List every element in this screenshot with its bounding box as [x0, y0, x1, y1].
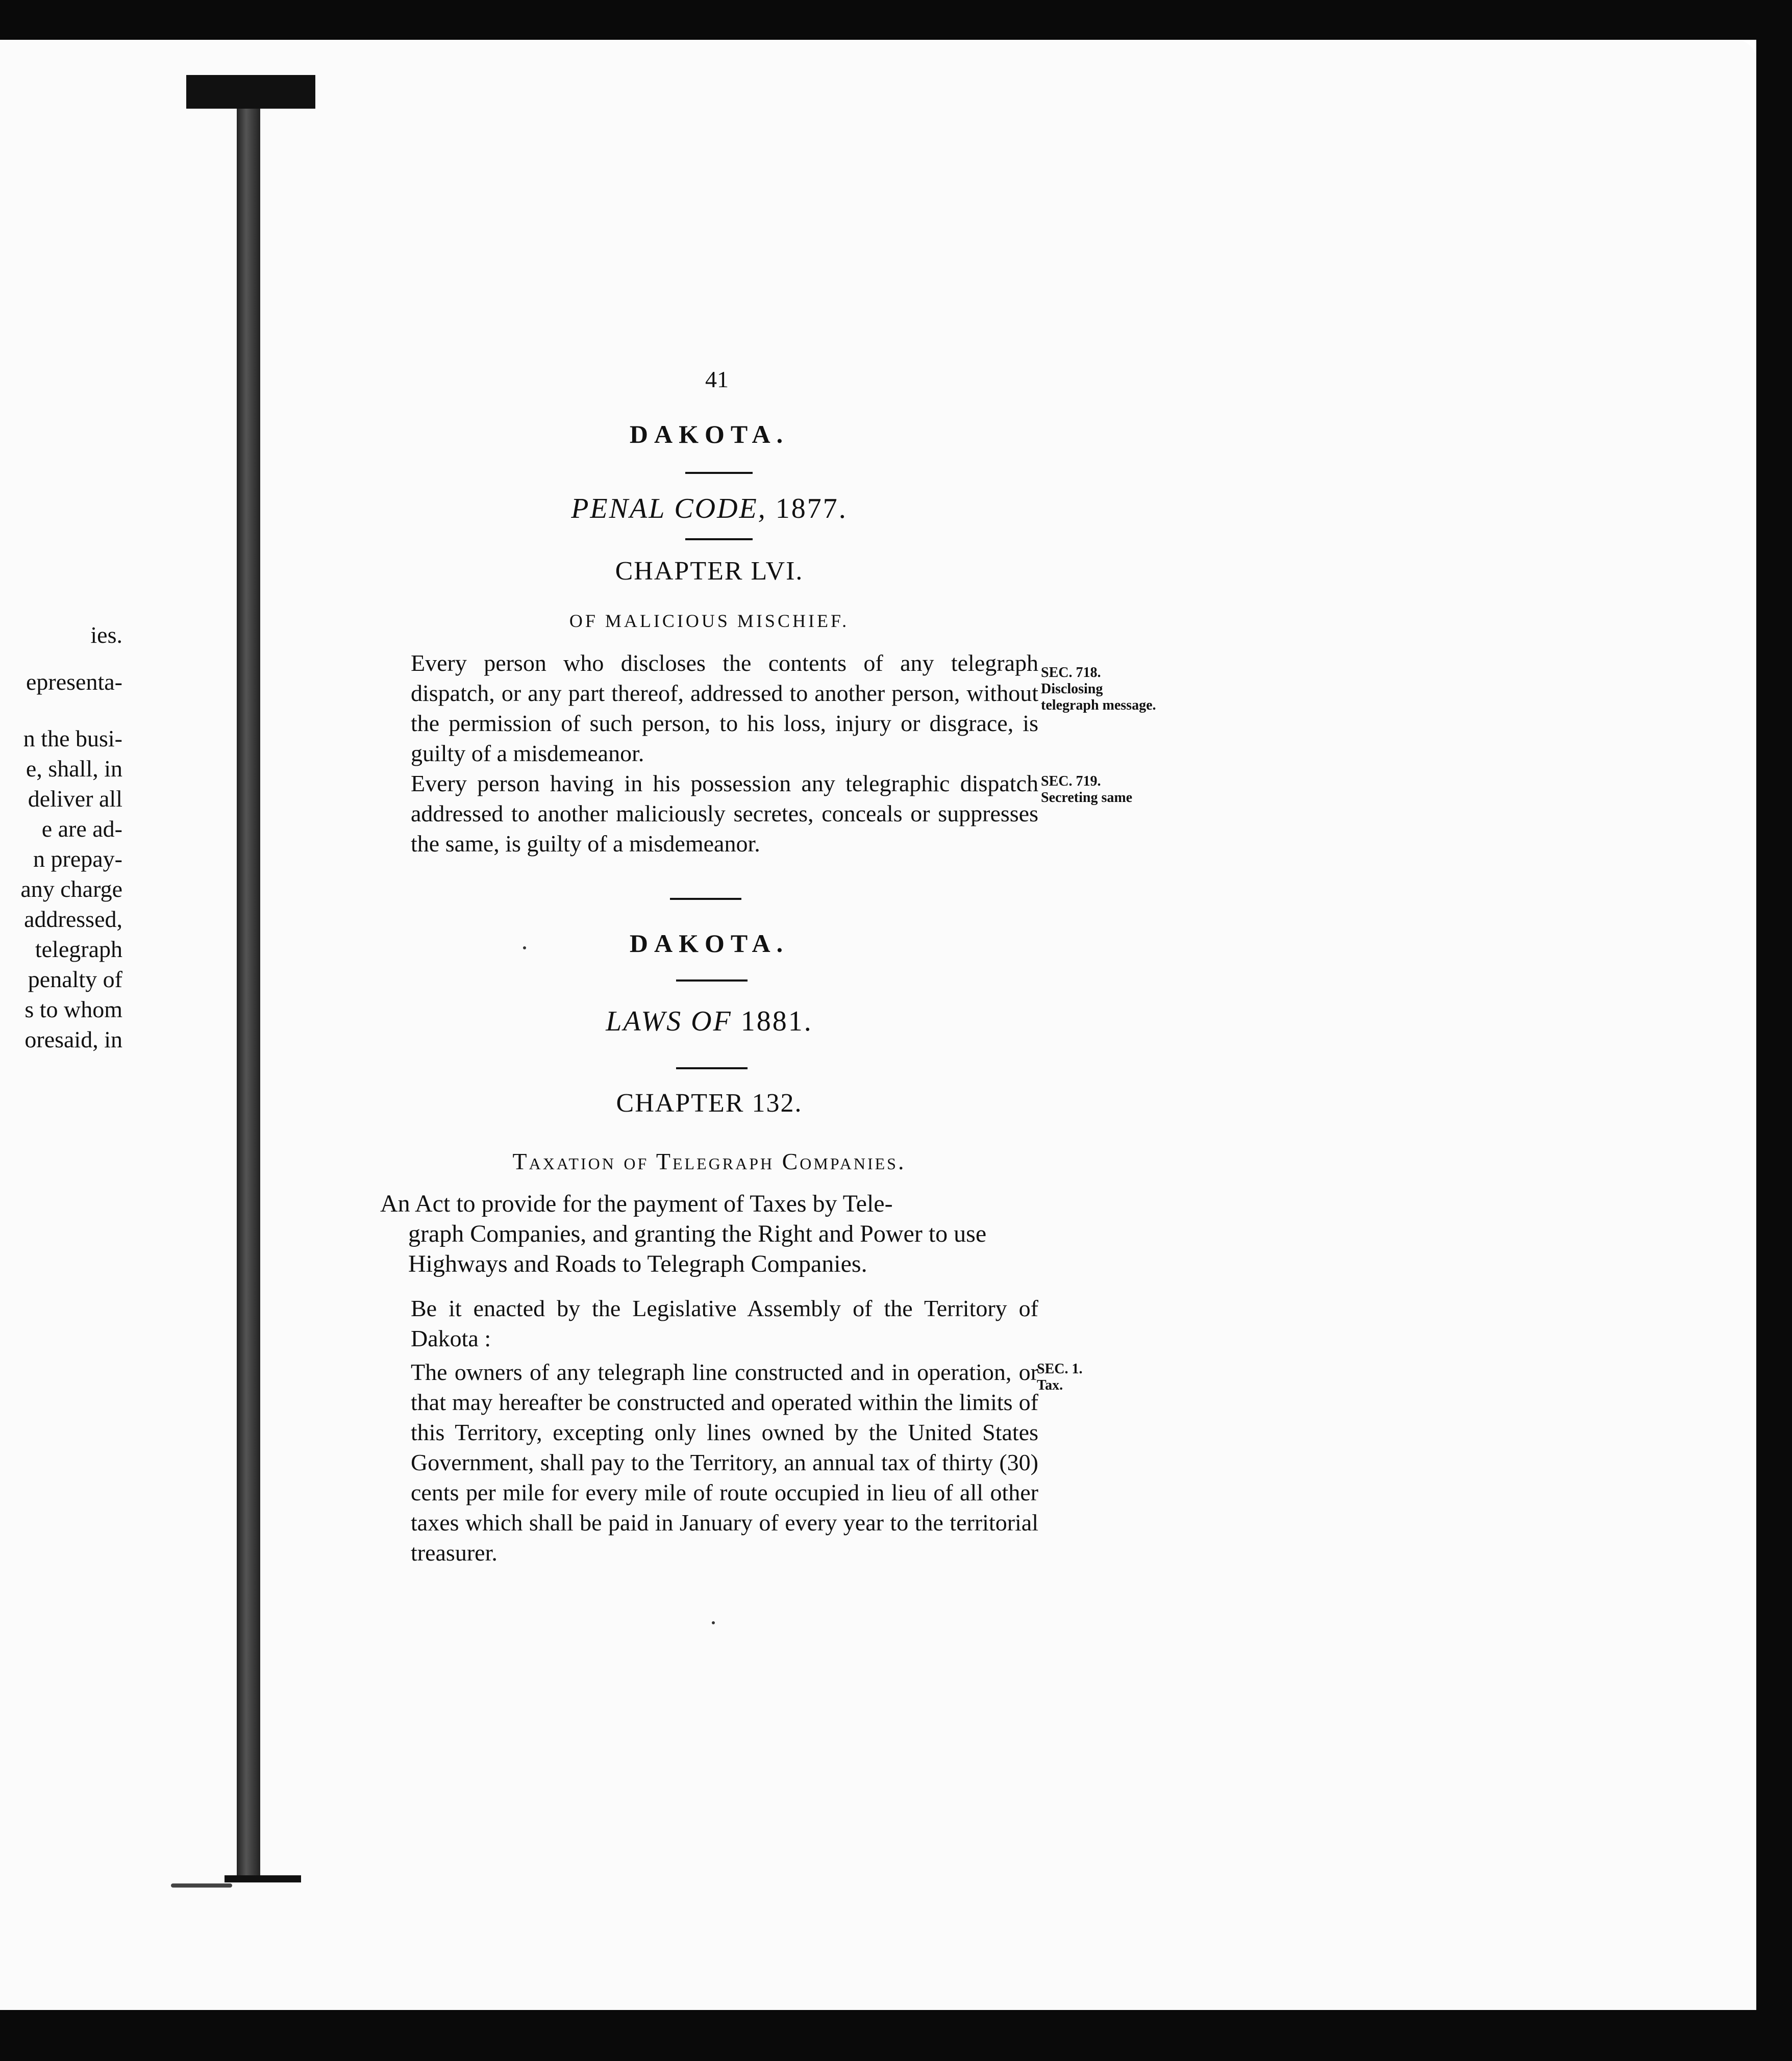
heading-rule	[676, 1067, 748, 1069]
scan-border-top	[0, 0, 1792, 40]
paragraph-sec-718	[380, 648, 1038, 768]
chapter-subheading: Taxation of Telegraph Companies.	[512, 1148, 906, 1174]
chapter-heading: CHAPTER 132.	[616, 1089, 803, 1118]
left-line: telegraph	[35, 936, 122, 962]
laws-title	[380, 1005, 1038, 1038]
binding-bar-cap	[186, 75, 315, 109]
margin-note-text: Tax.	[1037, 1377, 1063, 1393]
margin-note-sec-719	[1041, 773, 1168, 806]
left-line: e, shall, in	[26, 756, 122, 782]
margin-note-section: SEC. 719.	[1041, 773, 1101, 789]
left-line: n prepay-	[33, 846, 122, 872]
left-line: any charge	[20, 876, 122, 902]
left-line: e are ad-	[41, 816, 122, 842]
paragraph-sec-719	[380, 768, 1038, 859]
left-line: penalty of	[28, 966, 122, 992]
binding-bar	[237, 109, 260, 1879]
laws-year: 1881.	[740, 1006, 813, 1037]
code-title	[380, 492, 1038, 525]
left-page-fragment-mid	[0, 667, 128, 697]
speck	[712, 1621, 715, 1624]
left-line: epresenta-	[26, 669, 122, 695]
chapter-heading: CHAPTER LVI.	[615, 557, 804, 586]
left-line: s to whom	[24, 996, 122, 1022]
margin-note-text: Secreting same	[1041, 790, 1133, 806]
paragraph-text: Every person having in his possession any telegraphic dispatch addressed to another maliciously secretes, conceals or suppresses the same, is guilty of a misdemeanor.	[411, 770, 1038, 857]
left-page-fragment-top	[0, 620, 128, 650]
state-heading: DAKOTA.	[629, 420, 789, 448]
code-title-text: PENAL CODE,	[571, 493, 767, 524]
state-heading: DAKOTA.	[629, 929, 789, 958]
act-title	[380, 1189, 1038, 1279]
left-line: oresaid, in	[24, 1026, 122, 1052]
margin-note-sec-718	[1041, 665, 1163, 714]
laws-title-text: LAWS OF	[606, 1006, 732, 1037]
paragraph-text: The owners of any telegraph line constructed and in operation, or that may hereafter be constructed and operated within the limits of this Territory, excepting only lines owned by the United States Government, shall pay to the Territory, an annual tax of thirty (30) cents per mile for every mile of route occupied in lieu of all other taxes which shall be paid in January of every year to the territorial treasurer.	[411, 1359, 1038, 1566]
binding-bar-foot-shadow	[171, 1883, 232, 1888]
margin-note-section: SEC. 718.	[1041, 665, 1101, 681]
left-line: deliver all	[28, 786, 122, 812]
paragraph-text: Every person who discloses the contents of any telegraph dispatch, or any part thereof, addressed to another person, without the permission of such person, to his loss, injury or disgrace, is guilty of a misdemeanor.	[411, 650, 1038, 766]
page-number: 41	[705, 366, 729, 392]
enacting-clause-text: Be it enacted by the Legislative Assembly of the Territory of Dakota :	[411, 1295, 1038, 1351]
enacting-clause	[380, 1293, 1038, 1353]
margin-note-section: SEC. 1.	[1037, 1361, 1083, 1377]
heading-rule	[685, 538, 753, 540]
left-line: n the busi-	[23, 725, 122, 751]
left-page-fragment-block	[0, 723, 128, 1054]
margin-note-sec-1	[1037, 1361, 1098, 1394]
left-line: ies.	[90, 622, 122, 648]
margin-note-text: Disclosing telegraph message.	[1041, 681, 1156, 713]
scan-border-right	[1756, 0, 1792, 2061]
binding-bar-foot	[225, 1875, 301, 1882]
heading-rule	[676, 979, 748, 982]
heading-rule	[685, 472, 753, 474]
section-divider	[670, 898, 741, 900]
chapter-subheading: OF MALICIOUS MISCHIEF.	[569, 611, 850, 631]
scan-border-bottom	[0, 2010, 1792, 2061]
left-line: addressed,	[24, 906, 122, 932]
paragraph-sec-1	[380, 1357, 1038, 1568]
code-year: 1877.	[775, 493, 848, 524]
act-title-first-line: An Act to provide for the payment of Taxes by Tele-	[380, 1190, 893, 1217]
act-title-continuation: graph Companies, and granting the Right and Power to use Highways and Roads to Telegraph Companies.	[408, 1220, 987, 1277]
